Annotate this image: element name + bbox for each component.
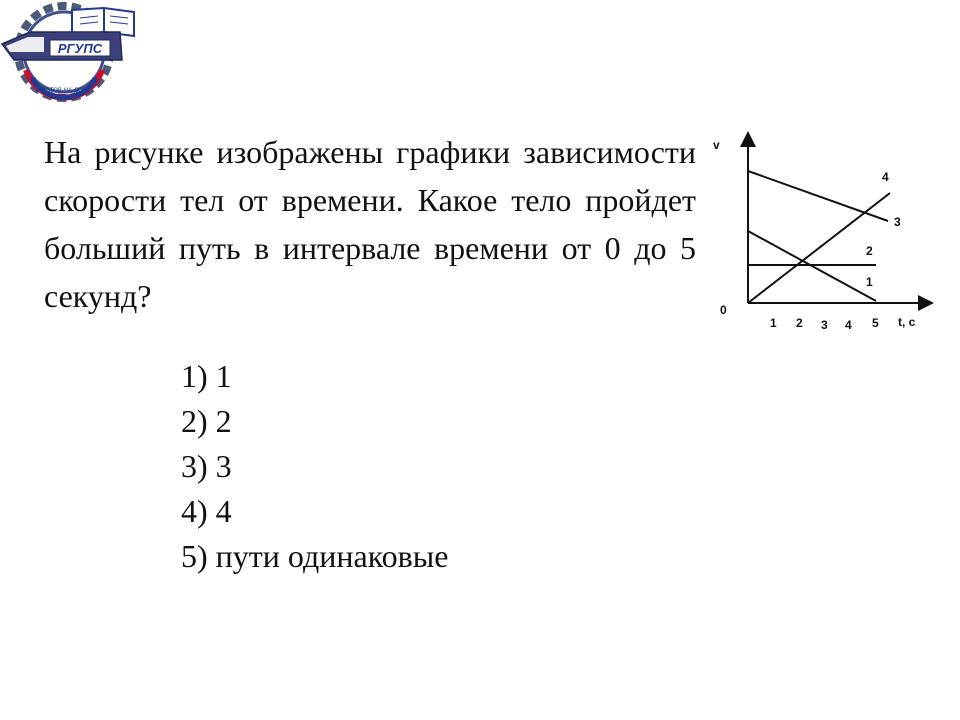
graph-line-3: [748, 171, 888, 221]
locomotive-icon: [2, 32, 122, 60]
velocity-time-graph: [700, 125, 940, 345]
x-tick-label: 2: [796, 316, 803, 330]
line-label-3: 3: [894, 215, 901, 229]
answer-option-3[interactable]: 3) 3: [181, 448, 232, 484]
logo-text: РГУПС: [57, 41, 103, 56]
x-tick-label: 5: [872, 316, 879, 330]
origin-label: 0: [720, 303, 727, 317]
x-tick-label: 4: [845, 318, 852, 332]
logo-ring-text: РОСТОВ-НА-ДОНУ: [37, 88, 91, 94]
line-label-1: 1: [866, 275, 873, 289]
y-axis-label: v: [713, 138, 720, 152]
line-label-2: 2: [866, 244, 873, 258]
answer-option-2[interactable]: 2) 2: [181, 403, 232, 439]
answer-option-4[interactable]: 4) 4: [181, 493, 232, 529]
answer-option-1[interactable]: 1) 1: [181, 358, 232, 394]
line-label-4: 4: [882, 170, 889, 184]
university-logo: [0, 0, 140, 110]
x-tick-label: 1: [770, 316, 777, 330]
answer-list: [181, 354, 448, 579]
x-axis-label: t, c: [898, 315, 916, 329]
answer-option-5[interactable]: 5) пути одинаковые: [181, 538, 449, 574]
x-tick-label: 3: [821, 318, 828, 332]
question-text: На рисунке изображены графики зависимости скорости тел от времени. Какое тело пройдет больший путь в интервале времени от 0 до 5 секунд?: [44, 134, 696, 314]
